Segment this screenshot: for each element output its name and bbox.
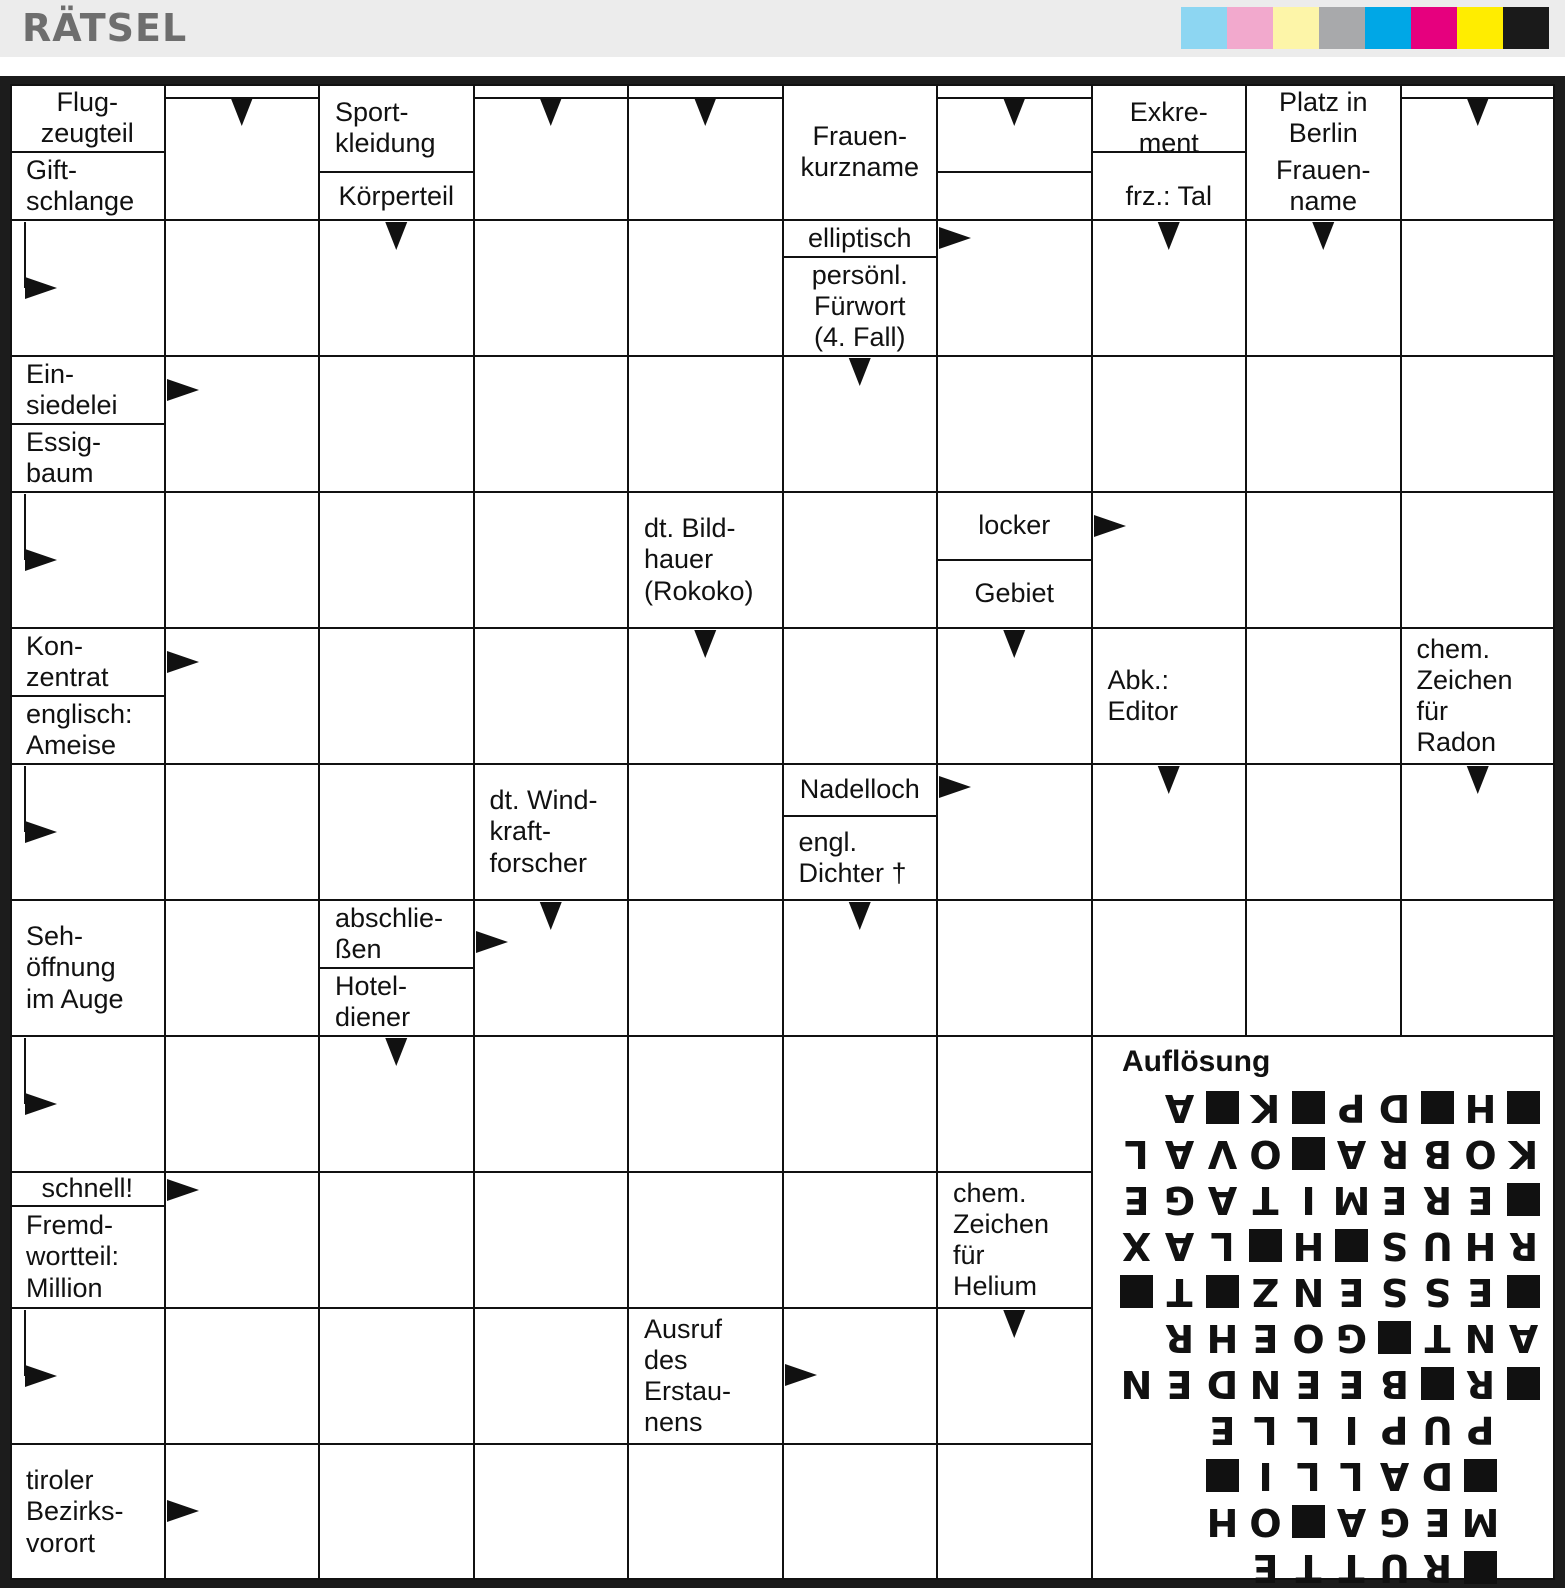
clue-tiroler-bezirksvorort: tiroler Bezirks- vorort [26, 1465, 124, 1558]
solution-letter: A [1164, 1132, 1195, 1176]
solution-letter: T [1295, 1546, 1322, 1590]
solution-letter: T [1252, 1178, 1279, 1222]
arrow-right-icon [785, 1364, 817, 1386]
solution-letter: L [1210, 1224, 1235, 1268]
clue-frz-tal: frz.: Tal [1125, 180, 1213, 211]
solution-letter: O [1249, 1500, 1282, 1544]
solution-black-square [1244, 1223, 1287, 1269]
clue-einsiedelei: Ein- siedelei [26, 358, 118, 420]
solution-letter [1158, 1407, 1201, 1453]
header-bar [0, 0, 1565, 57]
solution-letter: E [1252, 1316, 1279, 1360]
solution-letter [1502, 1499, 1545, 1545]
solution-letter: U [1379, 1546, 1410, 1590]
solution-letter: E [1252, 1546, 1279, 1590]
arrow-right-icon [167, 651, 199, 673]
clue-sportkleidung: Sport- kleidung [335, 97, 436, 159]
solution-letter: K [1250, 1086, 1281, 1130]
solution-black-square [1201, 1269, 1244, 1315]
solution-letter: P [1466, 1408, 1495, 1452]
arrow-down-icon [1003, 1310, 1025, 1338]
solution-letter: T [1338, 1546, 1365, 1590]
solution-black-square [1287, 1499, 1330, 1545]
solution-black-square [1373, 1315, 1416, 1361]
solution-letter: E [1338, 1270, 1365, 1314]
arrow-down-icon [385, 222, 407, 250]
clue-abschliessen: abschlie- ßen [335, 902, 444, 964]
clue-koerperteil: Körperteil [338, 180, 455, 211]
clue-essigbaum: Essig- baum [26, 426, 102, 488]
clue-frauenname: Frauen- name [1275, 154, 1371, 216]
color-swatch [1227, 7, 1273, 49]
solution-black-square [1459, 1453, 1502, 1499]
solution-letter [1201, 1545, 1244, 1591]
solution-letter: L [1339, 1454, 1364, 1498]
solution-letter: O [1464, 1132, 1497, 1176]
arrow-right-icon [1094, 515, 1126, 537]
solution-black-square [1502, 1177, 1545, 1223]
solution-letter: K [1508, 1132, 1539, 1176]
arrow-right-icon [476, 931, 508, 953]
solution-letter [1158, 1453, 1201, 1499]
clue-persoenl-fuerwort: persönl. Fürwort (4. Fall) [811, 259, 908, 352]
arrow-down-icon [1158, 766, 1180, 794]
solution-letter: I [1258, 1454, 1273, 1498]
solution-grid [1115, 1085, 1545, 1591]
solution-letter: O [1292, 1316, 1325, 1360]
clue-dt-windkraftforscher: dt. Wind- kraft- forscher [489, 785, 598, 878]
clue-giftschlange: Gift- schlange [26, 154, 135, 216]
solution-row [1115, 1499, 1545, 1545]
solution-letter: M [1461, 1500, 1500, 1544]
solution-letter: T [1166, 1270, 1193, 1314]
clue-flugzeugteil: Flug- zeugteil [40, 86, 134, 148]
solution-letter: M [1332, 1178, 1371, 1222]
clue-hoteldiener: Hotel- diener [335, 970, 411, 1032]
solution-letter: N [1249, 1362, 1282, 1406]
solution-letter [1115, 1453, 1158, 1499]
solution-letter: P [1337, 1086, 1366, 1130]
clue-frauenkurzname: Frauen- kurzname [800, 120, 920, 182]
arrow-right-icon [939, 227, 971, 249]
solution-letter: E [1381, 1178, 1408, 1222]
solution-letter: Z [1251, 1270, 1280, 1314]
arrow-down-icon [1312, 222, 1334, 250]
clue-fremdwortteil-million: Fremd- wortteil: Million [26, 1210, 120, 1303]
solution-letter: A [1508, 1316, 1539, 1360]
solution-letter: T [1424, 1316, 1451, 1360]
clue-exkrement: Exkre- ment [1129, 97, 1208, 159]
solution-letter: U [1422, 1408, 1453, 1452]
clue-elliptisch: elliptisch [807, 222, 912, 253]
color-swatch [1457, 7, 1503, 49]
solution-letter: H [1464, 1224, 1497, 1268]
solution-letter: E [1424, 1500, 1451, 1544]
solution-black-square [1330, 1223, 1373, 1269]
arrow-right-icon [167, 379, 199, 401]
solution-black-square [1287, 1131, 1330, 1177]
solution-black-square [1201, 1085, 1244, 1131]
solution-letter: R [1164, 1316, 1195, 1360]
clue-abk-editor: Abk.: Editor [1107, 664, 1179, 726]
clue-englisch-ameise: englisch: Ameise [26, 698, 133, 760]
solution-letter: A [1336, 1132, 1367, 1176]
solution-row [1115, 1315, 1545, 1361]
arrow-down-icon [694, 98, 716, 126]
solution-letter: D [1206, 1362, 1239, 1406]
solution-letter: H [1206, 1316, 1239, 1360]
solution-letter: H [1464, 1086, 1497, 1130]
arrow-right-icon [167, 1500, 199, 1522]
solution-letter: G [1163, 1178, 1196, 1222]
clue-ausruf-erstaunen: Ausruf des Erstau- nens [644, 1313, 732, 1438]
solution-letter: H [1292, 1224, 1325, 1268]
solution-letter: U [1422, 1224, 1453, 1268]
clue-schnell: schnell! [41, 1173, 134, 1204]
solution-black-square [1459, 1545, 1502, 1591]
solution-row [1115, 1223, 1545, 1269]
color-swatch [1411, 7, 1457, 49]
solution-letter [1502, 1545, 1545, 1591]
arrow-down-icon [1158, 222, 1180, 250]
arrow-down-icon [1003, 630, 1025, 658]
solution-letter: O [1249, 1132, 1282, 1176]
solution-row [1115, 1407, 1545, 1453]
solution-letter: S [1380, 1270, 1409, 1314]
clue-engl-dichter: engl. Dichter † [798, 826, 907, 888]
solution-letter: E [1467, 1270, 1494, 1314]
solution-letter: L [1296, 1408, 1321, 1452]
arrow-down-icon [694, 630, 716, 658]
clue-dt-bildhauer: dt. Bild- hauer (Rokoko) [644, 513, 754, 606]
solution-row [1115, 1177, 1545, 1223]
solution-letter: E [1209, 1408, 1236, 1452]
solution-black-square [1115, 1269, 1158, 1315]
solution-black-square [1416, 1361, 1459, 1407]
solution-letter: I [1344, 1408, 1359, 1452]
solution-letter [1115, 1315, 1158, 1361]
solution-black-square [1287, 1085, 1330, 1131]
solution-black-square [1502, 1085, 1545, 1131]
solution-black-square [1416, 1085, 1459, 1131]
arrow-down-icon [540, 98, 562, 126]
solution-letter: S [1380, 1224, 1409, 1268]
solution-letter: R [1465, 1362, 1496, 1406]
arrow-down-icon [385, 1038, 407, 1066]
solution-letter: E [1166, 1362, 1193, 1406]
color-swatch [1503, 7, 1549, 49]
solution-letter [1158, 1499, 1201, 1545]
solution-black-square [1201, 1453, 1244, 1499]
solution-black-square [1502, 1361, 1545, 1407]
clue-chem-helium: chem. Zeichen für Helium [953, 1177, 1050, 1302]
solution-letter: B [1423, 1132, 1452, 1176]
solution-row [1115, 1085, 1545, 1131]
clue-sehoeffnung: Seh- öffnung im Auge [26, 921, 124, 1014]
solution-letter [1115, 1085, 1158, 1131]
color-calibration-strip [1181, 7, 1549, 49]
arrow-right-icon [167, 1179, 199, 1201]
solution-letter [1115, 1499, 1158, 1545]
arrow-down-icon [1003, 98, 1025, 126]
color-swatch [1319, 7, 1365, 49]
solution-row [1115, 1269, 1545, 1315]
solution-letter: R [1508, 1224, 1539, 1268]
solution-letter: A [1379, 1454, 1410, 1498]
solution-black-square [1502, 1269, 1545, 1315]
clue-nadelloch: Nadelloch [799, 774, 920, 805]
clue-gebiet: Gebiet [974, 578, 1055, 609]
color-swatch [1273, 7, 1319, 49]
arrow-down-icon [540, 902, 562, 930]
solution-letter [1115, 1407, 1158, 1453]
arrow-down-icon [849, 902, 871, 930]
arrow-right-icon [25, 821, 57, 843]
solution-letter: E [1467, 1178, 1494, 1222]
color-swatch [1181, 7, 1227, 49]
solution-letter: L [1124, 1132, 1149, 1176]
solution-letter: G [1335, 1316, 1368, 1360]
color-swatch [1365, 7, 1411, 49]
solution-letter: B [1380, 1362, 1409, 1406]
solution-letter: A [1336, 1500, 1367, 1544]
solution-letter: R [1422, 1546, 1453, 1590]
clue-platz-in-berlin: Platz in Berlin [1278, 86, 1368, 148]
solution-letter: X [1121, 1224, 1152, 1268]
solution-letter: H [1206, 1500, 1239, 1544]
solution-row [1115, 1545, 1545, 1591]
solution-row [1115, 1361, 1545, 1407]
clue-locker: locker [978, 510, 1051, 541]
arrow-down-icon [1467, 766, 1489, 794]
solution-letter: L [1253, 1408, 1278, 1452]
solution-letter: I [1301, 1178, 1316, 1222]
page-title: RÄTSEL [22, 6, 188, 50]
solution-row [1115, 1131, 1545, 1177]
solution-letter: E [1295, 1362, 1322, 1406]
clue-konzentrat: Kon- zentrat [26, 630, 109, 692]
arrow-right-icon [25, 1365, 57, 1387]
solution-letter [1502, 1407, 1545, 1453]
solution-letter: A [1164, 1086, 1195, 1130]
solution-letter [1502, 1453, 1545, 1499]
arrow-down-icon [1467, 98, 1489, 126]
solution-letter: N [1120, 1362, 1153, 1406]
solution-letter: E [1123, 1178, 1150, 1222]
solution-row [1115, 1453, 1545, 1499]
solution-letter: R [1379, 1132, 1410, 1176]
arrow-down-icon [231, 98, 253, 126]
arrow-down-icon [849, 358, 871, 386]
solution-letter: G [1378, 1500, 1411, 1544]
solution-letter: D [1421, 1454, 1454, 1498]
arrow-right-icon [25, 277, 57, 299]
solution-letter: S [1423, 1270, 1452, 1314]
solution-letter: E [1338, 1362, 1365, 1406]
solution-letter: N [1292, 1270, 1325, 1314]
solution-letter: V [1207, 1132, 1238, 1176]
arrow-right-icon [939, 776, 971, 798]
clue-chem-radon: chem. Zeichen für Radon [1416, 633, 1513, 758]
solution-title: Auflösung [1122, 1045, 1271, 1078]
solution-letter: P [1380, 1408, 1409, 1452]
solution-letter: A [1164, 1224, 1195, 1268]
solution-letter [1158, 1545, 1201, 1591]
solution-letter: A [1207, 1178, 1238, 1222]
solution-letter: L [1296, 1454, 1321, 1498]
arrow-right-icon [25, 549, 57, 571]
arrow-right-icon [25, 1093, 57, 1115]
solution-letter: D [1378, 1086, 1411, 1130]
solution-letter [1115, 1545, 1158, 1591]
solution-letter: R [1422, 1178, 1453, 1222]
solution-letter: N [1464, 1316, 1497, 1360]
